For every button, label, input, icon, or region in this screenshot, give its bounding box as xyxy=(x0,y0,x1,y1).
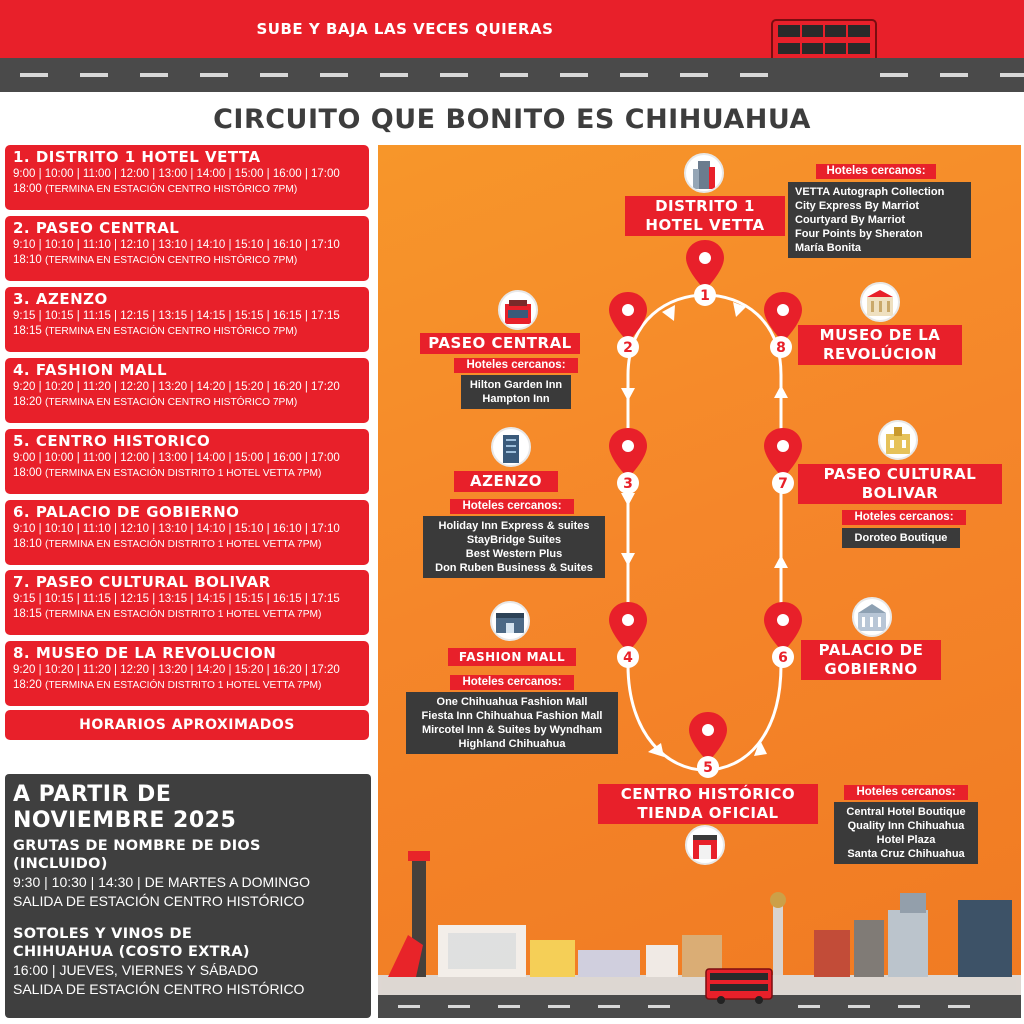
station-name-line-2: TIENDA OFICIAL xyxy=(637,804,779,822)
trip-departure: SALIDA DE ESTACIÓN CENTRO HISTÓRICO xyxy=(13,893,305,909)
schedule-card-stop-3 xyxy=(5,287,369,352)
hotels-nearby-title: Hoteles cercanos: xyxy=(842,510,966,525)
schedule-card-stop-7 xyxy=(5,570,369,635)
hotel-item: Central Hotel Boutique xyxy=(846,806,966,818)
page-title: CIRCUITO QUE BONITO ES CHIHUAHUA xyxy=(213,104,811,135)
station-label-museo-de-la-revolucion xyxy=(798,325,962,365)
hotel-item: Four Points by Sheraton xyxy=(795,228,923,240)
hotel-item: Courtyard By Marriot xyxy=(795,214,906,226)
stop-times: 9:15 | 10:15 | 11:15 | 12:15 | 13:15 | 14:15 | 15:15 | 16:15 | 17:15 xyxy=(13,593,340,605)
map-pin-icon xyxy=(609,602,647,652)
station-name-line-2: BOLIVAR xyxy=(861,484,939,502)
stop-times: 9:10 | 10:10 | 11:10 | 12:10 | 13:10 | 14:10 | 15:10 | 16:10 | 17:10 xyxy=(13,523,340,535)
station-number: 5 xyxy=(703,760,713,776)
stop-last-time: 18:00 xyxy=(13,467,42,479)
station-name-line-1: PALACIO DE xyxy=(818,641,924,659)
banner-text: SUBE Y BAJA LAS VECES QUIERAS xyxy=(256,20,554,38)
november-heading-line-1: A PARTIR DE xyxy=(13,782,172,807)
station-name-line-1: PASEO CENTRAL xyxy=(428,334,572,352)
trip-title-note: CHIHUAHUA (COSTO EXTRA) xyxy=(13,944,250,960)
station-label-fashion-mall xyxy=(448,648,576,666)
stop-note: (TERMINA EN ESTACIÓN CENTRO HISTÓRICO 7PM) xyxy=(44,255,298,266)
tower-building-icon xyxy=(491,427,531,467)
station-name-line-2: HOTEL VETTA xyxy=(645,216,765,234)
trip-schedule: 9:30 | 10:30 | 14:30 | DE MARTES A DOMINGO xyxy=(13,874,311,890)
trip-title-note: (INCLUIDO) xyxy=(13,856,108,872)
november-heading xyxy=(13,782,363,834)
stop-note: (TERMINA EN ESTACIÓN DISTRITO 1 HOTEL VETTA 7PM) xyxy=(44,539,322,550)
trip-sotoles xyxy=(13,925,363,999)
schedule-card-stop-4 xyxy=(5,358,369,423)
stop-last-time: 18:15 xyxy=(13,325,42,337)
trip-schedule: 16:00 | JUEVES, VIERNES Y SÁBADO xyxy=(13,962,259,978)
map-pin-icon xyxy=(609,292,647,342)
stop-last-time: 18:00 xyxy=(13,183,42,195)
hotel-item: City Express By Marriot xyxy=(795,200,920,212)
hotels-list-fashion-mall xyxy=(406,692,618,754)
hotel-item: One Chihuahua Fashion Mall xyxy=(436,696,588,708)
station-name-line-1: MUSEO DE LA xyxy=(819,326,941,344)
station-number: 3 xyxy=(623,476,633,492)
hotel-item: Hampton Inn xyxy=(482,393,550,405)
map-pin-icon xyxy=(689,712,727,762)
stop-title: 6. PALACIO DE GOBIERNO xyxy=(13,503,240,521)
hotel-item: VETTA Autograph Collection xyxy=(795,186,945,198)
hotels-list-paseo-central xyxy=(461,375,571,409)
station-label-paseo-central xyxy=(420,333,580,354)
stop-last-time: 18:10 xyxy=(13,538,42,550)
store-icon xyxy=(685,825,725,865)
station-label-azenzo xyxy=(454,471,558,492)
stop-note: (TERMINA EN ESTACIÓN DISTRITO 1 HOTEL VETTA 7PM) xyxy=(44,609,322,620)
stop-note: (TERMINA EN ESTACIÓN CENTRO HISTÓRICO 7PM) xyxy=(44,184,298,195)
stop-title: 4. FASHION MALL xyxy=(13,361,168,379)
stop-last-time: 18:10 xyxy=(13,254,42,266)
station-number: 8 xyxy=(776,340,786,356)
stop-note: (TERMINA EN ESTACIÓN CENTRO HISTÓRICO 7PM) xyxy=(44,326,298,337)
station-name-line-1: DISTRITO 1 xyxy=(655,197,755,215)
hotel-item: Don Ruben Business & Suites xyxy=(435,562,593,574)
hotels-list-distrito-1 xyxy=(788,182,971,258)
schedule-card-stop-5 xyxy=(5,429,369,494)
stop-title: 5. CENTRO HISTORICO xyxy=(13,432,211,450)
hotel-item: Santa Cruz Chihuahua xyxy=(847,848,965,860)
hotel-item: Best Western Plus xyxy=(465,548,563,560)
cultural-building-icon xyxy=(878,420,918,460)
hotels-list-azenzo xyxy=(423,516,605,578)
stop-times: 9:10 | 10:10 | 11:10 | 12:10 | 13:10 | 14:10 | 15:10 | 16:10 | 17:10 xyxy=(13,239,340,251)
skyscraper-icon xyxy=(684,153,724,193)
map-pin-icon xyxy=(764,602,802,652)
station-name-line-2: REVOLÚCION xyxy=(823,345,937,363)
stop-note: (TERMINA EN ESTACIÓN DISTRITO 1 HOTEL VETTA 7PM) xyxy=(44,468,322,479)
hotel-item: María Bonita xyxy=(795,242,862,254)
november-heading-line-2: NOVIEMBRE 2025 xyxy=(13,808,237,833)
station-number: 4 xyxy=(623,650,633,666)
station-number: 7 xyxy=(778,476,788,492)
station-label-palacio-de-gobierno xyxy=(801,640,941,680)
stop-title: 2. PASEO CENTRAL xyxy=(13,219,180,237)
station-name-line-2: GOBIERNO xyxy=(824,660,918,678)
top-road xyxy=(0,58,1024,92)
stop-last-time: 18:20 xyxy=(13,679,42,691)
stop-last-time: 18:15 xyxy=(13,608,42,620)
trip-grutas xyxy=(13,837,363,911)
station-label-paseo-cultural-bolivar xyxy=(798,464,1002,504)
stop-times: 9:15 | 10:15 | 11:15 | 12:15 | 13:15 | 14:15 | 15:15 | 16:15 | 17:15 xyxy=(13,310,340,322)
hotel-item: Mircotel Inn & Suites by Wyndham xyxy=(421,724,603,736)
hotels-nearby-title: Hoteles cercanos: xyxy=(816,164,936,179)
hotel-item: Fiesta Inn Chihuahua Fashion Mall xyxy=(421,710,603,722)
hotels-nearby-title: Hoteles cercanos: xyxy=(454,358,578,373)
approximate-schedule-banner: HORARIOS APROXIMADOS xyxy=(5,710,369,740)
hotels-list-paseo-cultural-bolivar xyxy=(842,528,960,548)
station-name-line-1: PASEO CULTURAL xyxy=(823,465,977,483)
hotel-item: Quality Inn Chihuahua xyxy=(847,820,965,832)
stop-title: 8. MUSEO DE LA REVOLUCION xyxy=(13,644,277,662)
schedule-card-stop-1 xyxy=(5,145,369,210)
station-number: 1 xyxy=(700,288,710,304)
mall-building-icon xyxy=(498,290,538,330)
hotel-item: Hilton Garden Inn xyxy=(469,379,563,391)
station-name-line-1: AZENZO xyxy=(470,472,542,490)
station-label-centro-historico xyxy=(598,784,818,824)
stop-times: 9:00 | 10:00 | 11:00 | 12:00 | 13:00 | 14:00 | 15:00 | 16:00 | 17:00 xyxy=(13,452,340,464)
stop-last-time: 18:20 xyxy=(13,396,42,408)
station-label-distrito-1 xyxy=(625,196,785,236)
stop-note: (TERMINA EN ESTACIÓN CENTRO HISTÓRICO 7PM) xyxy=(44,397,298,408)
route-map xyxy=(378,145,1021,1018)
map-pin-icon xyxy=(686,240,724,290)
november-info-box xyxy=(5,774,371,1018)
station-name-line-1: FASHION MALL xyxy=(458,650,566,664)
map-pins xyxy=(378,145,1021,1018)
hotels-nearby-title: Hoteles cercanos: xyxy=(450,675,574,690)
hotels-nearby-title: Hoteles cercanos: xyxy=(450,499,574,514)
stop-title: 7. PASEO CULTURAL BOLIVAR xyxy=(13,573,271,591)
museum-icon xyxy=(860,282,900,322)
hotel-item: StayBridge Suites xyxy=(466,534,562,546)
stop-title: 3. AZENZO xyxy=(13,290,108,308)
trip-title: GRUTAS DE NOMBRE DE DIOS xyxy=(13,838,261,854)
trip-title: SOTOLES Y VINOS DE xyxy=(13,926,193,942)
hotels-nearby-title: Hoteles cercanos: xyxy=(844,785,968,800)
station-number: 2 xyxy=(623,340,633,356)
map-pin-icon xyxy=(764,292,802,342)
station-name-line-1: CENTRO HISTÓRICO xyxy=(620,785,796,803)
schedule-card-stop-6 xyxy=(5,500,369,565)
stop-times: 9:20 | 10:20 | 11:20 | 12:20 | 13:20 | 14:20 | 15:20 | 16:20 | 17:20 xyxy=(13,664,340,676)
palace-icon xyxy=(852,597,892,637)
hotel-item: Hotel Plaza xyxy=(876,834,936,846)
schedule-card-stop-2 xyxy=(5,216,369,281)
stop-times: 9:00 | 10:00 | 11:00 | 12:00 | 13:00 | 14:00 | 15:00 | 16:00 | 17:00 xyxy=(13,168,340,180)
hotels-list-centro-historico xyxy=(834,802,978,864)
stop-note: (TERMINA EN ESTACIÓN DISTRITO 1 HOTEL VETTA 7PM) xyxy=(44,680,322,691)
shopping-mall-icon xyxy=(490,601,530,641)
map-pin-icon xyxy=(609,428,647,478)
top-banner xyxy=(0,0,1024,58)
schedule-card-stop-8 xyxy=(5,641,369,706)
hotel-item: Doroteo Boutique xyxy=(854,532,948,544)
map-pin-icon xyxy=(764,428,802,478)
stop-times: 9:20 | 10:20 | 11:20 | 12:20 | 13:20 | 14:20 | 15:20 | 16:20 | 17:20 xyxy=(13,381,340,393)
station-number: 6 xyxy=(778,650,788,666)
trip-departure: SALIDA DE ESTACIÓN CENTRO HISTÓRICO xyxy=(13,981,305,997)
stop-title: 1. DISTRITO 1 HOTEL VETTA xyxy=(13,148,261,166)
hotel-item: Holiday Inn Express & suites xyxy=(438,520,590,532)
hotel-item: Highland Chihuahua xyxy=(458,738,566,750)
